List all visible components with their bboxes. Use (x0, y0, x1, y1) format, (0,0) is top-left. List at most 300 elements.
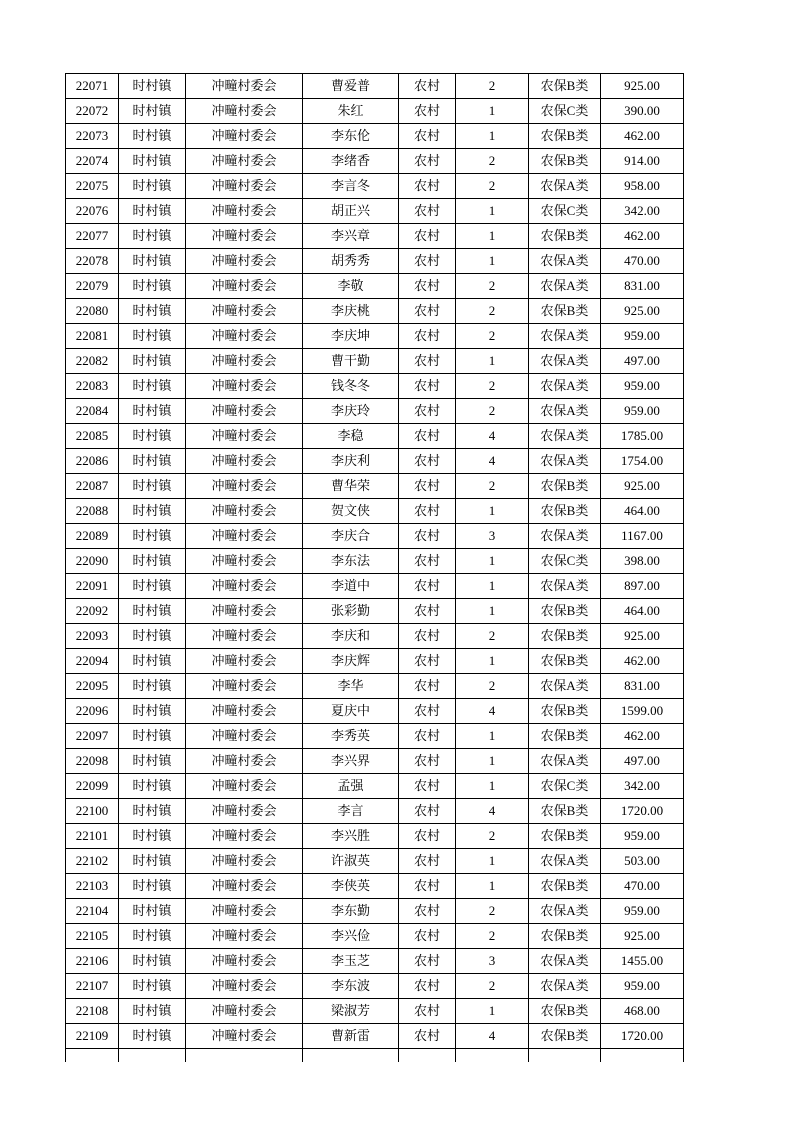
cell-household-type: 农村 (399, 599, 456, 624)
cell-person-name: 贺文侠 (303, 499, 399, 524)
cell-amount: 462.00 (601, 124, 684, 149)
cell-town: 时村镇 (119, 699, 186, 724)
cell-household-type: 农村 (399, 399, 456, 424)
cell-record-id: 22088 (66, 499, 119, 524)
cell-record-id: 22073 (66, 124, 119, 149)
table-row (66, 874, 684, 899)
cell-village-committee: 冲疃村委会 (186, 274, 303, 299)
cell-town: 时村镇 (119, 349, 186, 374)
cell-town: 时村镇 (119, 999, 186, 1024)
cell-person-name: 曹新雷 (303, 1024, 399, 1049)
cell-insurance-category: 农保B类 (529, 699, 601, 724)
cell-person-name: 钱冬冬 (303, 374, 399, 399)
table-area (65, 73, 685, 1062)
cell-record-id: 22097 (66, 724, 119, 749)
cell-village-committee: 冲疃村委会 (186, 599, 303, 624)
table-row (66, 349, 684, 374)
cell-record-id: 22107 (66, 974, 119, 999)
cell-village-committee: 冲疃村委会 (186, 524, 303, 549)
cell-amount: 1599.00 (601, 699, 684, 724)
table-row (66, 799, 684, 824)
cell-insurance-category: 农保A类 (529, 524, 601, 549)
cell-town: 时村镇 (119, 649, 186, 674)
cell-person-count: 2 (456, 174, 529, 199)
cell-town: 时村镇 (119, 599, 186, 624)
cell-record-id: 22099 (66, 774, 119, 799)
cell-person-count: 1 (456, 499, 529, 524)
cell-person-name: 李绪香 (303, 149, 399, 174)
cell-amount: 914.00 (601, 149, 684, 174)
cell-person-name: 曹华荣 (303, 474, 399, 499)
cell-household-type: 农村 (399, 799, 456, 824)
cell-household-type: 农村 (399, 324, 456, 349)
cell-village-committee: 冲疃村委会 (186, 324, 303, 349)
cell-person-name: 孟强 (303, 774, 399, 799)
cell-record-id: 22101 (66, 824, 119, 849)
cell-amount: 462.00 (601, 724, 684, 749)
cell-town: 时村镇 (119, 574, 186, 599)
cell-person-name: 曹爱普 (303, 74, 399, 99)
cell-insurance-category (529, 1049, 601, 1063)
cell-village-committee: 冲疃村委会 (186, 674, 303, 699)
cell-town: 时村镇 (119, 724, 186, 749)
cell-person-count: 4 (456, 1024, 529, 1049)
cell-household-type: 农村 (399, 824, 456, 849)
cell-household-type: 农村 (399, 674, 456, 699)
cell-town: 时村镇 (119, 874, 186, 899)
cell-village-committee: 冲疃村委会 (186, 74, 303, 99)
cell-person-name: 李言冬 (303, 174, 399, 199)
cell-town: 时村镇 (119, 924, 186, 949)
cell-amount: 959.00 (601, 324, 684, 349)
cell-person-count: 2 (456, 624, 529, 649)
cell-person-name: 曹干勤 (303, 349, 399, 374)
table-row (66, 574, 684, 599)
table-row (66, 74, 684, 99)
cell-person-count: 1 (456, 574, 529, 599)
cell-record-id (66, 1049, 119, 1063)
cell-record-id: 22095 (66, 674, 119, 699)
table-row (66, 649, 684, 674)
cell-record-id: 22084 (66, 399, 119, 424)
cell-person-count: 4 (456, 449, 529, 474)
cell-record-id: 22076 (66, 199, 119, 224)
cell-village-committee: 冲疃村委会 (186, 174, 303, 199)
cell-person-count: 1 (456, 249, 529, 274)
cell-person-count: 2 (456, 974, 529, 999)
cell-amount: 959.00 (601, 374, 684, 399)
cell-amount: 831.00 (601, 274, 684, 299)
cell-town: 时村镇 (119, 549, 186, 574)
cell-person-name: 胡秀秀 (303, 249, 399, 274)
cell-household-type (399, 1049, 456, 1063)
cell-village-committee: 冲疃村委会 (186, 424, 303, 449)
cell-village-committee: 冲疃村委会 (186, 249, 303, 274)
cell-village-committee: 冲疃村委会 (186, 699, 303, 724)
cell-village-committee: 冲疃村委会 (186, 624, 303, 649)
cell-person-count: 4 (456, 699, 529, 724)
table-row (66, 549, 684, 574)
cell-person-name: 朱红 (303, 99, 399, 124)
cell-village-committee: 冲疃村委会 (186, 924, 303, 949)
cell-amount: 497.00 (601, 749, 684, 774)
cell-insurance-category: 农保B类 (529, 599, 601, 624)
cell-amount: 925.00 (601, 474, 684, 499)
cell-household-type: 农村 (399, 474, 456, 499)
cell-household-type: 农村 (399, 374, 456, 399)
table-row (66, 474, 684, 499)
cell-household-type: 农村 (399, 749, 456, 774)
cell-household-type: 农村 (399, 99, 456, 124)
cell-town: 时村镇 (119, 149, 186, 174)
cell-amount: 398.00 (601, 549, 684, 574)
cell-amount: 925.00 (601, 299, 684, 324)
cell-village-committee: 冲疃村委会 (186, 349, 303, 374)
cell-person-count: 2 (456, 924, 529, 949)
cell-village-committee: 冲疃村委会 (186, 999, 303, 1024)
table-row (66, 899, 684, 924)
table-row (66, 124, 684, 149)
cell-record-id: 22077 (66, 224, 119, 249)
cell-person-count: 1 (456, 549, 529, 574)
cell-household-type: 农村 (399, 1024, 456, 1049)
cell-insurance-category: 农保A类 (529, 374, 601, 399)
cell-amount: 464.00 (601, 499, 684, 524)
cell-village-committee: 冲疃村委会 (186, 649, 303, 674)
cell-village-committee: 冲疃村委会 (186, 399, 303, 424)
cell-town: 时村镇 (119, 199, 186, 224)
cell-person-name: 李言 (303, 799, 399, 824)
cell-household-type: 农村 (399, 574, 456, 599)
cell-record-id: 22085 (66, 424, 119, 449)
cell-insurance-category: 农保B类 (529, 649, 601, 674)
cell-town: 时村镇 (119, 99, 186, 124)
table-row (66, 599, 684, 624)
cell-insurance-category: 农保B类 (529, 824, 601, 849)
cell-record-id: 22072 (66, 99, 119, 124)
cell-record-id: 22086 (66, 449, 119, 474)
cell-person-name: 李侠英 (303, 874, 399, 899)
cell-person-count: 1 (456, 874, 529, 899)
cell-amount: 468.00 (601, 999, 684, 1024)
cell-person-count: 1 (456, 99, 529, 124)
cell-household-type: 农村 (399, 149, 456, 174)
cell-household-type: 农村 (399, 549, 456, 574)
cell-amount: 1720.00 (601, 799, 684, 824)
cell-amount: 1167.00 (601, 524, 684, 549)
cell-town: 时村镇 (119, 899, 186, 924)
cell-person-count: 1 (456, 124, 529, 149)
cell-insurance-category: 农保B类 (529, 999, 601, 1024)
cell-record-id: 22082 (66, 349, 119, 374)
cell-household-type: 农村 (399, 249, 456, 274)
cell-person-count (456, 1049, 529, 1063)
cell-village-committee: 冲疃村委会 (186, 724, 303, 749)
cell-town: 时村镇 (119, 974, 186, 999)
cell-amount: 342.00 (601, 199, 684, 224)
cell-town: 时村镇 (119, 474, 186, 499)
cell-village-committee: 冲疃村委会 (186, 574, 303, 599)
table-body (66, 74, 684, 1063)
table-row (66, 849, 684, 874)
table-row (66, 499, 684, 524)
cell-insurance-category: 农保A类 (529, 174, 601, 199)
cell-record-id: 22094 (66, 649, 119, 674)
cell-village-committee: 冲疃村委会 (186, 974, 303, 999)
cell-insurance-category: 农保B类 (529, 724, 601, 749)
cell-village-committee: 冲疃村委会 (186, 449, 303, 474)
cell-person-count: 2 (456, 674, 529, 699)
cell-person-name: 李庆辉 (303, 649, 399, 674)
cell-amount: 959.00 (601, 824, 684, 849)
cell-amount: 925.00 (601, 74, 684, 99)
table-row (66, 974, 684, 999)
cell-person-count: 2 (456, 824, 529, 849)
cell-town: 时村镇 (119, 949, 186, 974)
cell-record-id: 22071 (66, 74, 119, 99)
cell-household-type: 农村 (399, 699, 456, 724)
cell-village-committee: 冲疃村委会 (186, 499, 303, 524)
cell-person-count: 2 (456, 899, 529, 924)
cell-village-committee: 冲疃村委会 (186, 874, 303, 899)
cell-town: 时村镇 (119, 224, 186, 249)
cell-amount: 959.00 (601, 974, 684, 999)
cell-amount: 462.00 (601, 224, 684, 249)
cell-record-id: 22091 (66, 574, 119, 599)
cell-amount: 470.00 (601, 249, 684, 274)
cell-village-committee: 冲疃村委会 (186, 374, 303, 399)
cell-household-type: 农村 (399, 774, 456, 799)
cell-person-name: 李道中 (303, 574, 399, 599)
cell-household-type: 农村 (399, 349, 456, 374)
cell-town: 时村镇 (119, 499, 186, 524)
cell-town: 时村镇 (119, 524, 186, 549)
cell-town: 时村镇 (119, 249, 186, 274)
cell-person-name: 李庆和 (303, 624, 399, 649)
cell-town: 时村镇 (119, 674, 186, 699)
cell-household-type: 农村 (399, 524, 456, 549)
cell-household-type: 农村 (399, 649, 456, 674)
cell-household-type: 农村 (399, 724, 456, 749)
table-row (66, 449, 684, 474)
cell-household-type: 农村 (399, 849, 456, 874)
cell-town: 时村镇 (119, 749, 186, 774)
cell-person-name: 李庆桃 (303, 299, 399, 324)
cell-person-count: 2 (456, 74, 529, 99)
cell-village-committee (186, 1049, 303, 1063)
cell-household-type: 农村 (399, 874, 456, 899)
cell-record-id: 22093 (66, 624, 119, 649)
cell-insurance-category: 农保A类 (529, 449, 601, 474)
cell-person-count: 2 (456, 274, 529, 299)
cell-village-committee: 冲疃村委会 (186, 774, 303, 799)
cell-household-type: 农村 (399, 974, 456, 999)
cell-person-count: 4 (456, 424, 529, 449)
cell-household-type: 农村 (399, 74, 456, 99)
cell-insurance-category: 农保A类 (529, 349, 601, 374)
table-row (66, 324, 684, 349)
cell-insurance-category: 农保C类 (529, 549, 601, 574)
cell-insurance-category: 农保A类 (529, 674, 601, 699)
table-row (66, 1024, 684, 1049)
cell-person-name: 李东波 (303, 974, 399, 999)
cell-person-count: 2 (456, 299, 529, 324)
table-row (66, 299, 684, 324)
cell-person-count: 4 (456, 799, 529, 824)
cell-person-name: 李兴俭 (303, 924, 399, 949)
cell-amount: 497.00 (601, 349, 684, 374)
cell-town: 时村镇 (119, 324, 186, 349)
cell-insurance-category: 农保B类 (529, 1024, 601, 1049)
table-row (66, 199, 684, 224)
cell-village-committee: 冲疃村委会 (186, 549, 303, 574)
cell-person-name: 李秀英 (303, 724, 399, 749)
cell-person-count: 1 (456, 349, 529, 374)
cell-person-count: 1 (456, 724, 529, 749)
cell-person-name: 李玉芝 (303, 949, 399, 974)
cell-insurance-category: 农保A类 (529, 274, 601, 299)
cell-person-count: 1 (456, 749, 529, 774)
cell-insurance-category: 农保A类 (529, 849, 601, 874)
cell-record-id: 22081 (66, 324, 119, 349)
cell-insurance-category: 农保B类 (529, 799, 601, 824)
cell-person-name: 李东伦 (303, 124, 399, 149)
cell-town: 时村镇 (119, 374, 186, 399)
table-row (66, 924, 684, 949)
cell-insurance-category: 农保B类 (529, 224, 601, 249)
cell-household-type: 农村 (399, 174, 456, 199)
cell-person-count: 3 (456, 524, 529, 549)
cell-record-id: 22075 (66, 174, 119, 199)
cell-record-id: 22080 (66, 299, 119, 324)
cell-person-count: 2 (456, 374, 529, 399)
cell-village-committee: 冲疃村委会 (186, 299, 303, 324)
cell-record-id: 22079 (66, 274, 119, 299)
cell-insurance-category: 农保A类 (529, 749, 601, 774)
cell-person-count: 2 (456, 324, 529, 349)
cell-household-type: 农村 (399, 199, 456, 224)
cell-person-name: 李兴章 (303, 224, 399, 249)
cell-amount: 464.00 (601, 599, 684, 624)
table-row (66, 249, 684, 274)
cell-insurance-category: 农保A类 (529, 949, 601, 974)
cell-village-committee: 冲疃村委会 (186, 199, 303, 224)
cell-person-count: 1 (456, 199, 529, 224)
cell-amount: 462.00 (601, 649, 684, 674)
cell-village-committee: 冲疃村委会 (186, 124, 303, 149)
cell-person-name: 李华 (303, 674, 399, 699)
cell-town: 时村镇 (119, 824, 186, 849)
cell-insurance-category: 农保A类 (529, 574, 601, 599)
cell-record-id: 22108 (66, 999, 119, 1024)
cell-town (119, 1049, 186, 1063)
cell-amount: 342.00 (601, 774, 684, 799)
cell-record-id: 22087 (66, 474, 119, 499)
cell-insurance-category: 农保B类 (529, 299, 601, 324)
cell-household-type: 农村 (399, 499, 456, 524)
cell-household-type: 农村 (399, 449, 456, 474)
cell-town: 时村镇 (119, 174, 186, 199)
table-row (66, 624, 684, 649)
cell-household-type: 农村 (399, 949, 456, 974)
cell-record-id: 22103 (66, 874, 119, 899)
cell-town: 时村镇 (119, 849, 186, 874)
cell-town: 时村镇 (119, 299, 186, 324)
cell-amount: 958.00 (601, 174, 684, 199)
cell-insurance-category: 农保B类 (529, 474, 601, 499)
cell-amount: 1455.00 (601, 949, 684, 974)
cell-insurance-category: 农保B类 (529, 124, 601, 149)
cell-insurance-category: 农保B类 (529, 924, 601, 949)
cell-person-name: 李兴胜 (303, 824, 399, 849)
cell-record-id: 22092 (66, 599, 119, 624)
cell-record-id: 22102 (66, 849, 119, 874)
cell-person-name: 李庆坤 (303, 324, 399, 349)
cell-household-type: 农村 (399, 899, 456, 924)
cell-person-name: 李庆玲 (303, 399, 399, 424)
cell-insurance-category: 农保A类 (529, 399, 601, 424)
cell-amount: 503.00 (601, 849, 684, 874)
cell-village-committee: 冲疃村委会 (186, 949, 303, 974)
cell-town: 时村镇 (119, 424, 186, 449)
cell-person-name: 张彩勤 (303, 599, 399, 624)
cell-village-committee: 冲疃村委会 (186, 849, 303, 874)
cell-amount: 1785.00 (601, 424, 684, 449)
cell-amount: 390.00 (601, 99, 684, 124)
cell-household-type: 农村 (399, 299, 456, 324)
cell-record-id: 22106 (66, 949, 119, 974)
cell-town: 时村镇 (119, 124, 186, 149)
cell-person-name: 李东勤 (303, 899, 399, 924)
cell-insurance-category: 农保C类 (529, 774, 601, 799)
cell-person-count: 1 (456, 224, 529, 249)
cell-household-type: 农村 (399, 624, 456, 649)
cell-person-count: 2 (456, 149, 529, 174)
cell-town: 时村镇 (119, 449, 186, 474)
cell-household-type: 农村 (399, 999, 456, 1024)
cell-person-name: 李庆合 (303, 524, 399, 549)
table-row (66, 149, 684, 174)
table-row (66, 174, 684, 199)
cell-household-type: 农村 (399, 274, 456, 299)
table-row (66, 374, 684, 399)
cell-insurance-category: 农保B类 (529, 74, 601, 99)
cell-household-type: 农村 (399, 224, 456, 249)
cell-amount: 897.00 (601, 574, 684, 599)
cell-record-id: 22078 (66, 249, 119, 274)
cell-record-id: 22109 (66, 1024, 119, 1049)
table-row (66, 674, 684, 699)
pension-table (65, 73, 684, 1062)
table-row-partial (66, 1049, 684, 1063)
cell-town: 时村镇 (119, 799, 186, 824)
cell-household-type: 农村 (399, 124, 456, 149)
cell-record-id: 22100 (66, 799, 119, 824)
cell-amount (601, 1049, 684, 1063)
cell-amount: 959.00 (601, 399, 684, 424)
table-row (66, 724, 684, 749)
cell-person-count: 3 (456, 949, 529, 974)
cell-insurance-category: 农保A类 (529, 974, 601, 999)
table-row (66, 274, 684, 299)
cell-person-name: 李稳 (303, 424, 399, 449)
cell-town: 时村镇 (119, 1024, 186, 1049)
cell-insurance-category: 农保C类 (529, 99, 601, 124)
cell-household-type: 农村 (399, 424, 456, 449)
cell-record-id: 22074 (66, 149, 119, 174)
cell-person-name: 梁淑芳 (303, 999, 399, 1024)
table-row (66, 824, 684, 849)
